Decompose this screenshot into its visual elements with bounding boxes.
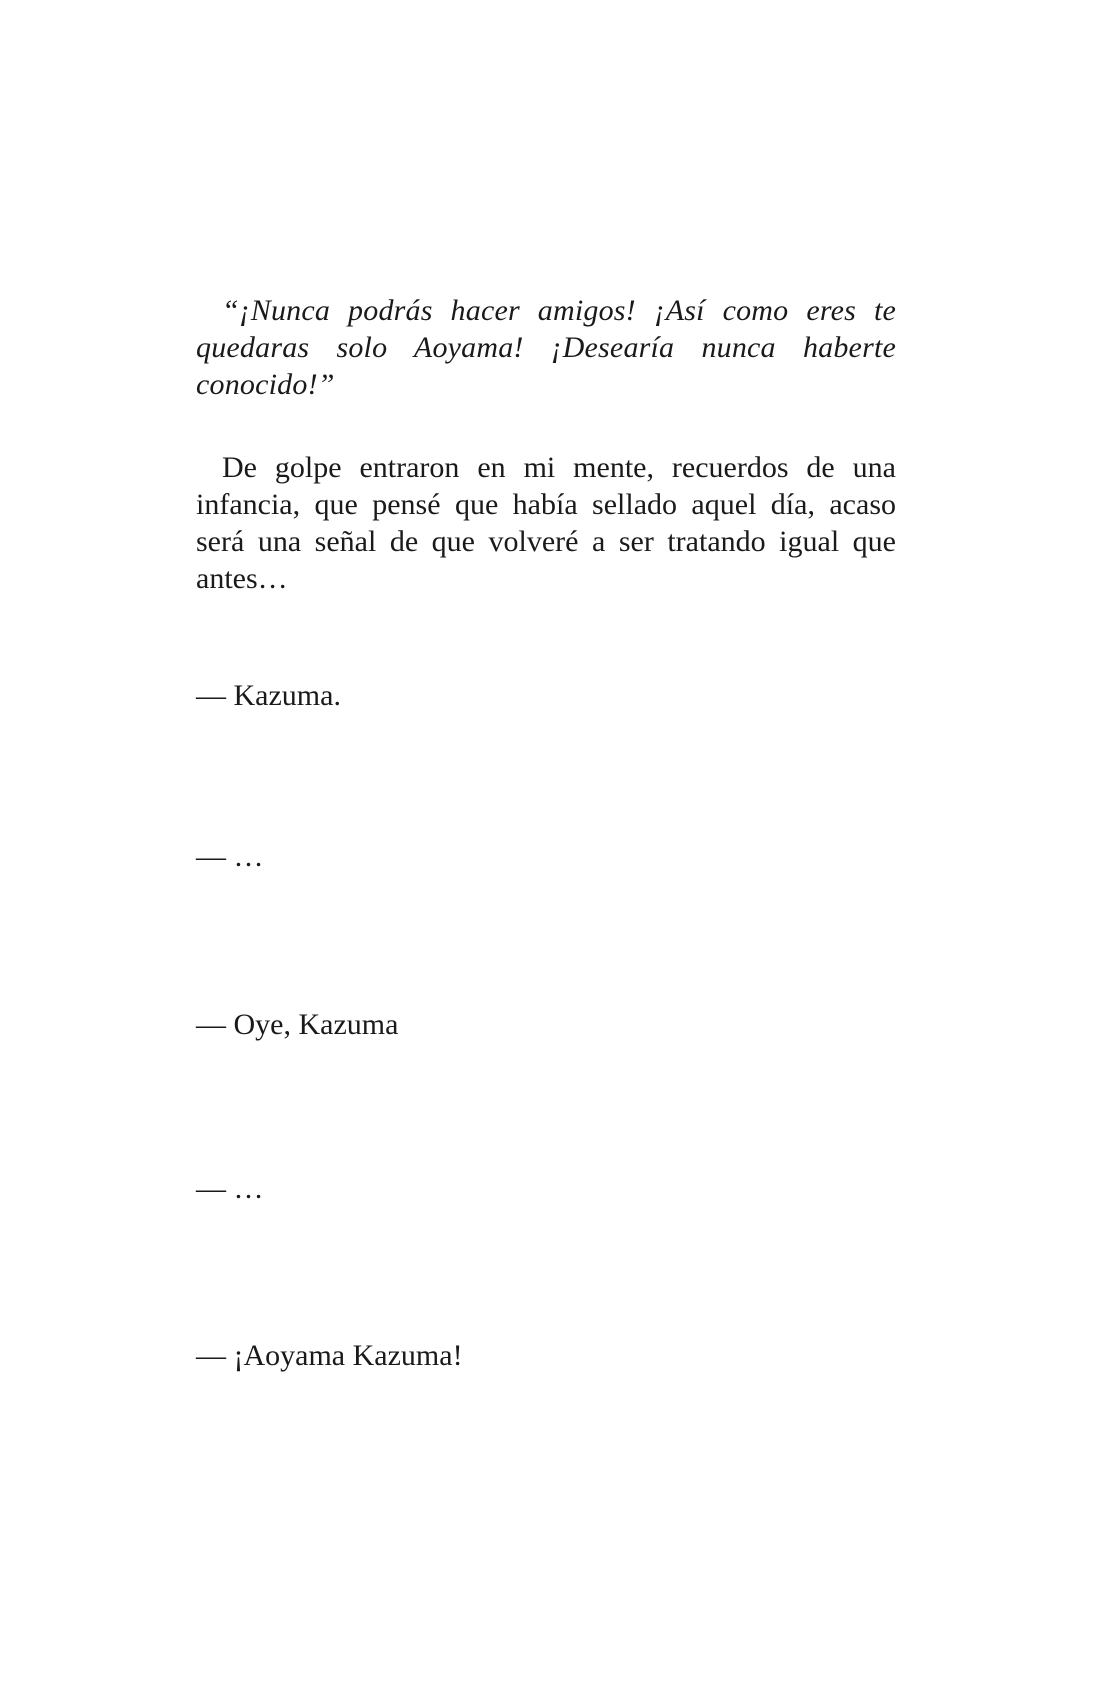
dialogue-line-4: — …: [196, 1172, 264, 1205]
dialogue-line-1: — Kazuma.: [196, 679, 341, 712]
narration-paragraph: De golpe entraron en mi mente, recuerdos de una infancia, que pensé que había sellado aquel día, acaso será una señal de que volveré a ser tratando igual que antes…: [196, 451, 896, 595]
dialogue-line-3: — Oye, Kazuma: [196, 1008, 399, 1041]
dialogue-line-5: — ¡Aoyama Kazuma!: [196, 1339, 463, 1372]
italic-quote-paragraph: “¡Nunca podrás hacer amigos! ¡Así como eres te quedaras solo Aoyama! ¡Desearía nunca haberte conocido!”: [196, 294, 896, 401]
dialogue-line-2: — …: [196, 840, 264, 873]
